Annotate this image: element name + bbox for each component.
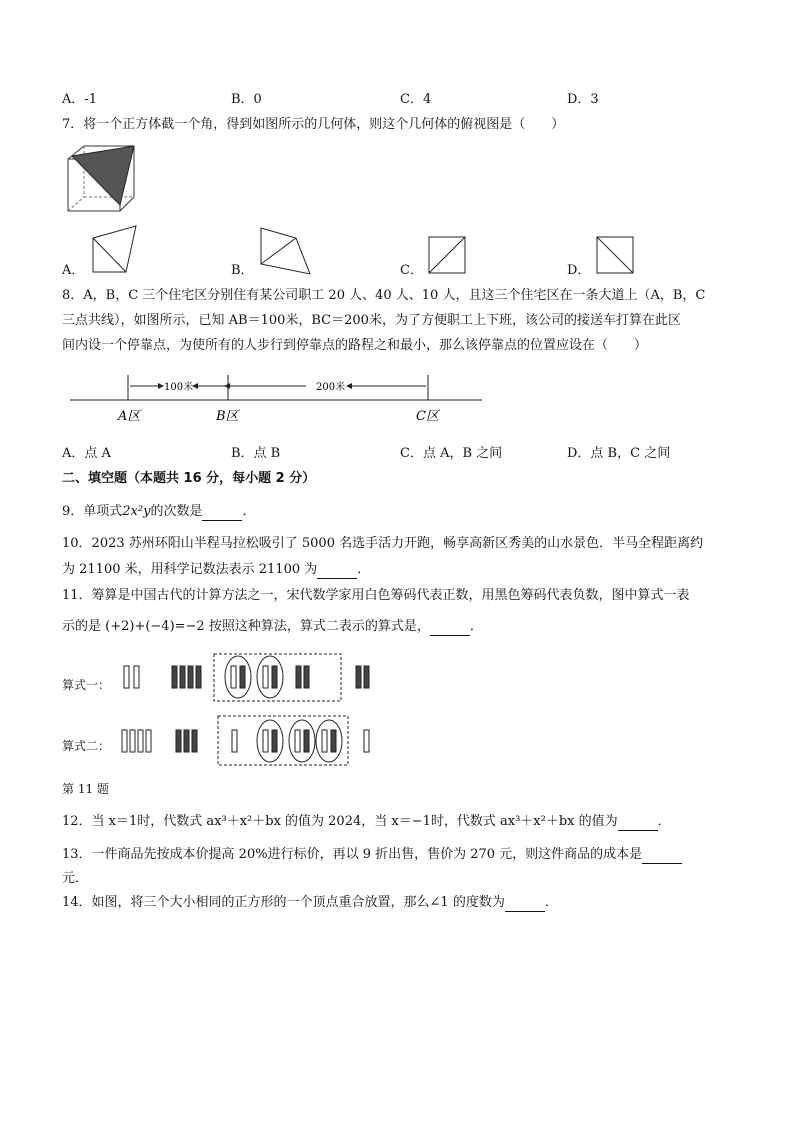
q6-option-d: D．3: [567, 92, 599, 107]
q7-option-b: B．: [231, 263, 254, 278]
q13-line-1: 13．一件商品先按成本价提高 20%进行标价，再以 9 折出售，售价为 270 元，则这件商品的成本是: [62, 847, 643, 862]
q9-prefix: 9．单项式: [62, 504, 123, 519]
q13-answer-blank[interactable]: [642, 849, 682, 864]
q8-line-2: 三点共线），如图所示，已知 AB＝100米，BC＝200米，为了方便职工上下班，该公司的接送车打算在此区: [62, 313, 681, 328]
q11-row-2-label: 算式二：: [62, 739, 111, 753]
section-2-heading: 二、填空题（本题共 16 分，每小题 2 分）: [62, 471, 316, 486]
q14-text: 14．如图，将三个大小相同的正方形的一个顶点重合放置，那么∠1 的度数为: [62, 895, 505, 910]
q7-solid-figure: [66, 143, 138, 215]
q8-line-3: 间内设一个停靠点，为使所有的人步行到停靠点的路程之和最小，那么该停靠点的位置应设在（ ）: [62, 338, 648, 353]
q13-line-2: 元．: [62, 871, 89, 886]
q7-stem: 7．将一个正方体截一个角，得到如图所示的几何体，则这个几何体的俯视图是（ ）: [62, 117, 565, 132]
ab-distance-label: 100米: [164, 382, 194, 393]
q14: 14．如图，将三个大小相同的正方形的一个顶点重合放置，那么∠1 的度数为 ．: [62, 895, 558, 910]
q11-line-1: 11．筹算是中国古代的计算方法之一，宋代数学家用白色筹码代表正数，用黑色筹码代表负数，图中算式一表: [62, 588, 690, 603]
q12: 12．当 x＝1时，代数式 ax³＋x²＋bx 的值为 2024，当 x＝−1时，代数式 ax³＋x²＋bx 的值为 ．: [62, 814, 671, 829]
q7-option-d-figure: [596, 236, 636, 276]
q8-option-c: C．点 A，B 之间: [400, 446, 503, 461]
q10-line-2: 为 21100 米，用科学记数法表示 21100 为: [62, 562, 318, 577]
q9-answer-blank[interactable]: [202, 506, 242, 521]
q10-answer-blank[interactable]: [317, 564, 357, 579]
q7-option-c-figure: [428, 236, 468, 276]
q8-line-1: 8．A，B，C 三个住宅区分别住有某公司职工 20 人、40 人、10 人，且这三个住宅区在一条大道上（A，B，C: [62, 288, 706, 303]
q11-line-2: 示的是 (+2)+(−4)=−2 按照这种算法，算式二表示的算式是，: [62, 619, 430, 634]
q8-option-b: B．点 B: [231, 446, 281, 461]
q11-answer-blank[interactable]: [430, 621, 470, 636]
q8-option-d: D．点 B，C 之间: [567, 446, 671, 461]
q6-option-b: B．0: [231, 92, 262, 107]
bc-distance-label: 200米: [316, 382, 346, 393]
point-b-label: B区: [216, 409, 239, 424]
q6-option-c: C．4: [400, 92, 432, 107]
q11-counting-rods-figure: [118, 652, 380, 770]
q7-option-d: D．: [567, 263, 591, 278]
q7-option-a: A．: [62, 263, 85, 278]
q10-line-1: 10．2023 苏州环阳山半程马拉松吸引了 5000 名选手活力开跑，畅享高新区秀美的山水景色．半马全程距离约: [62, 536, 704, 551]
q11-line-2-wrap: 示的是 (+2)+(−4)=−2 按照这种算法，算式二表示的算式是， ．: [62, 619, 483, 634]
q8-option-a: A．点 A: [62, 446, 111, 461]
q11-row-1-label: 算式一：: [62, 678, 111, 692]
q8-road-diagram: [70, 372, 490, 426]
q13-line-1-wrap: [62, 846, 682, 864]
q12-answer-blank[interactable]: [618, 816, 658, 831]
q6-option-a: A．-1: [62, 92, 98, 107]
point-c-label: C区: [416, 409, 439, 424]
q9-expression: 2x²y: [122, 504, 151, 519]
q14-answer-blank[interactable]: [505, 897, 545, 912]
q9-suffix: 的次数是: [150, 504, 203, 519]
q9: 9．单项式2x²y的次数是 ．: [62, 504, 256, 519]
q11-caption: 第 11 题: [62, 782, 109, 796]
q7-option-a-figure: [88, 224, 142, 276]
point-a-label: A区: [118, 409, 141, 424]
q12-text: 12．当 x＝1时，代数式 ax³＋x²＋bx 的值为 2024，当 x＝−1时，代数式 ax³＋x²＋bx 的值为: [62, 814, 618, 829]
q7-option-c: C．: [400, 263, 423, 278]
q7-option-b-figure: [258, 226, 314, 278]
q10-line-2-wrap: 为 21100 米，用科学记数法表示 21100 为 ．: [62, 562, 371, 577]
